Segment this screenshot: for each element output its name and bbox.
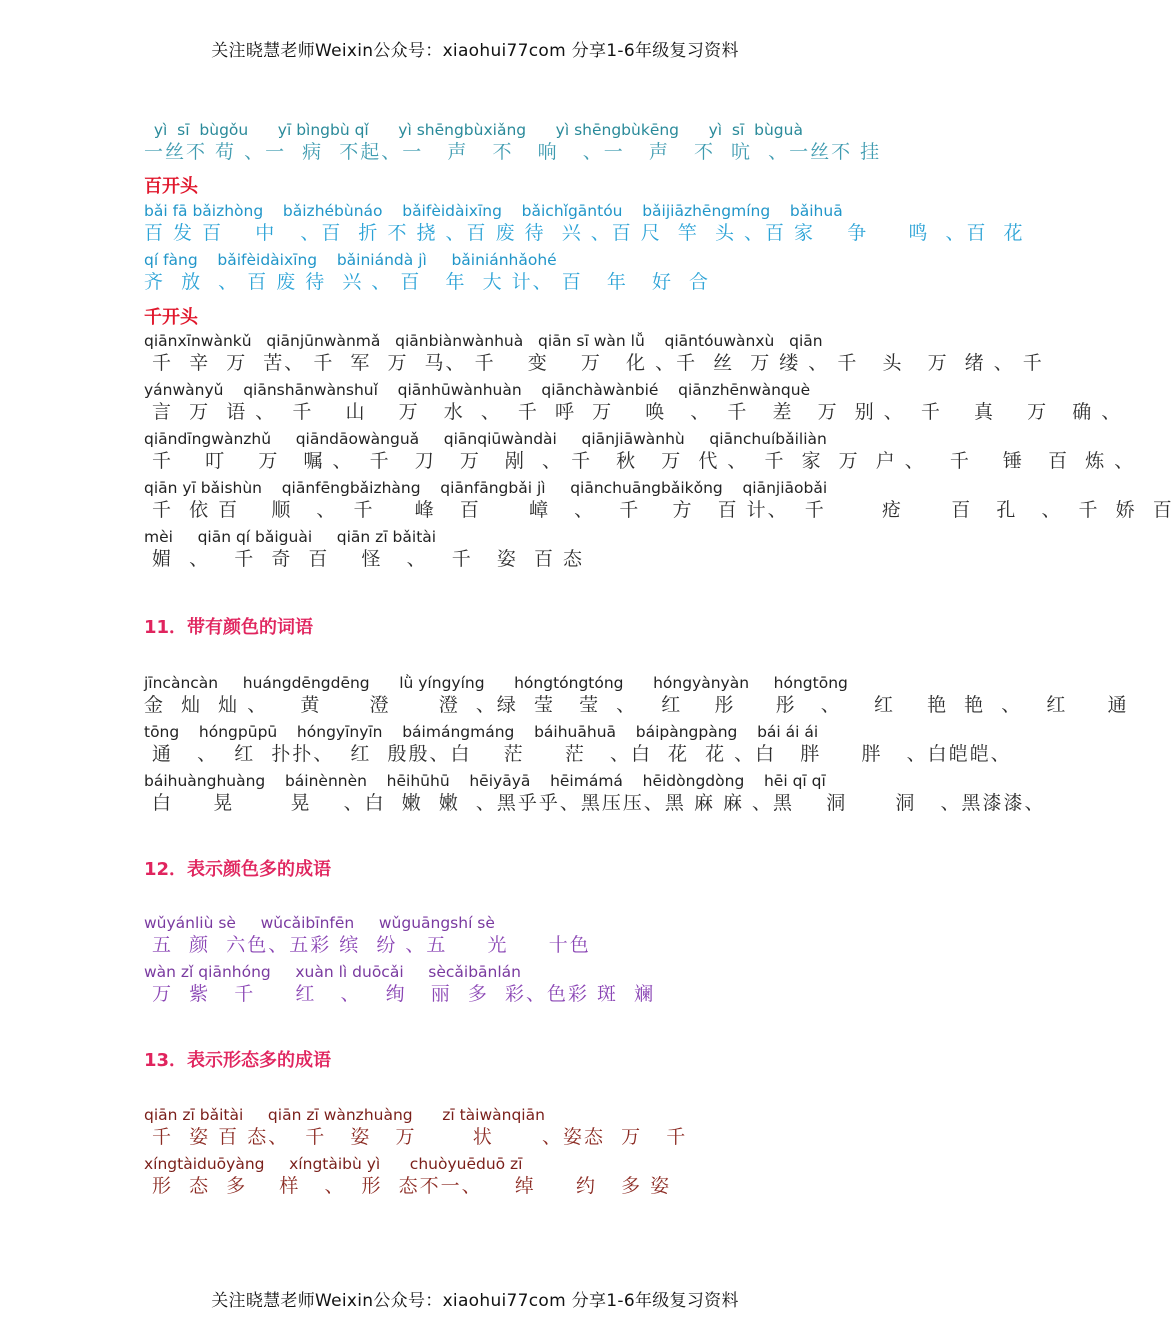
hanzi-line: 金 灿 灿 、 黄 澄 澄 、绿 莹 莹 、 红 彤 彤 、 红 艳 艳 、 红 通 <box>144 694 1129 716</box>
hanzi-line: 一丝不 苟 、一 病 不起、一 声 不 响 、一 声 不 吭 、一丝不 挂 <box>144 141 882 163</box>
hanzi-line: 通 、 红 扑扑、 红 殷殷、白 茫 茫 、白 花 花 、白 胖 胖 、白皑皑、 <box>144 743 1012 765</box>
pinyin-line: bǎi fā bǎizhòng bǎizhébùnáo bǎifèidàixīng bǎichǐgāntóu bǎijiāzhēngmíng bǎihuā <box>144 202 843 220</box>
pinyin-line: xíngtàiduōyàng xíngtàibù yì chuòyuēduō zī <box>144 1155 523 1173</box>
page-footer: 关注晓慧老师Weixin公众号：xiaohui77com 分享1-6年级复习资料 <box>211 1291 739 1311</box>
pinyin-line: wàn zǐ qiānhóng xuàn lì duōcǎi sècǎibānlán <box>144 963 521 981</box>
hanzi-line: 白 晃 晃 、白 嫩 嫩 、黑乎乎、黑压压、黑 麻 麻 、黑 洞 洞 、黑漆漆、 <box>144 792 1046 814</box>
section-title-13: 13．表示形态多的成语 <box>144 1050 332 1071</box>
pinyin-line: qiān zī bǎitài qiān zī wànzhuàng zī tàiwànqiān <box>144 1106 545 1124</box>
hanzi-line: 五 颜 六色、五彩 缤 纷 、五 光 十色 <box>144 934 591 956</box>
word-block-colors <box>144 673 1129 820</box>
pinyin-line: yì sī bùgǒu yī bìngbù qǐ yì shēngbùxiǎng yì shēngbùkēng yì sī bùguà <box>144 121 803 139</box>
idiom-block-many-colors <box>144 913 655 1011</box>
section-title-qian: 千开头 <box>144 307 198 328</box>
hanzi-line: 百 发 百 中 、百 折 不 挠 、百 废 待 兴 、百 尺 竿 头 、百 家 争 鸣 、百 花 <box>144 222 1025 244</box>
idiom-block-yi <box>144 120 881 169</box>
pinyin-line: wǔyánliù sè wǔcǎibīnfēn wǔguāngshí sè <box>144 914 495 932</box>
pinyin-line: jīncàncàn huángdēngdēng lǜ yíngyíng hóngtóngtóng hóngyànyàn hóngtōng <box>144 674 848 692</box>
hanzi-line: 万 紫 千 红 、 绚 丽 多 彩、色彩 斑 斓 <box>144 983 656 1005</box>
pinyin-line: tōng hóngpūpū hóngyīnyīn báimángmáng báihuāhuā báipàngpàng bái ái ái <box>144 723 819 741</box>
pinyin-line: mèi qiān qí bǎiguài qiān zī bǎitài <box>144 528 437 546</box>
pinyin-line: qiān yī bǎishùn qiānfēngbǎizhàng qiānfāngbǎi jì qiānchuāngbǎikǒng qiānjiāobǎi <box>144 479 828 497</box>
hanzi-line: 千 姿 百 态、 千 姿 万 状 、姿态 万 千 <box>144 1126 688 1148</box>
hanzi-line: 媚 、 千 奇 百 怪 、 千 姿 百 态 <box>144 548 585 570</box>
hanzi-line: 齐 放 、 百 废 待 兴 、 百 年 大 计、 百 年 好 合 <box>144 271 711 293</box>
section-title-12: 12．表示颜色多的成语 <box>144 859 332 880</box>
pinyin-line: báihuànghuàng báinènnèn hēihūhū hēiyāyā hēimámá hēidòngdòng hēi qī qī <box>144 772 826 790</box>
hanzi-line: 千 叮 万 嘱 、 千 刀 万 剐 、 千 秋 万 代 、 千 家 万 户 、 千 锤 百 炼 、 <box>144 450 1136 472</box>
hanzi-line: 千 辛 万 苦、 千 军 万 马、 千 变 万 化 、千 丝 万 缕 、 千 头 万 绪 、 千 <box>144 352 1044 374</box>
idiom-block-many-forms <box>144 1105 687 1203</box>
hanzi-line: 千 依 百 顺 、 千 峰 百 嶂 、 千 方 百 计、 千 疮 百 孔 、 千 娇 百 <box>144 499 1174 521</box>
pinyin-line: yánwànyǔ qiānshānwànshuǐ qiānhūwànhuàn qiānchàwànbié qiānzhēnwànquè <box>144 381 811 399</box>
section-title-11: 11．带有颜色的词语 <box>144 617 314 638</box>
hanzi-line: 言 万 语 、 千 山 万 水 、 千 呼 万 唤 、 千 差 万 别 、 千 真 万 确 、 <box>144 401 1123 423</box>
hanzi-line: 形 态 多 样 、 形 态不一、 绰 约 多 姿 <box>144 1175 672 1197</box>
pinyin-line: qí fàng bǎifèidàixīng bǎiniándà jì bǎiniánhǎohé <box>144 251 557 269</box>
page-header: 关注晓慧老师Weixin公众号：xiaohui77com 分享1-6年级复习资料 <box>211 41 739 61</box>
section-title-bai: 百开头 <box>144 176 198 197</box>
pinyin-line: qiānxīnwànkǔ qiānjūnwànmǎ qiānbiànwànhuà qiān sī wàn lǚ qiāntóuwànxù qiān <box>144 332 823 350</box>
idiom-block-qian <box>144 331 1174 576</box>
pinyin-line: qiāndīngwànzhǔ qiāndāowànguǎ qiānqiūwàndài qiānjiāwànhù qiānchuíbǎiliàn <box>144 430 827 448</box>
idiom-block-bai <box>144 201 1025 299</box>
